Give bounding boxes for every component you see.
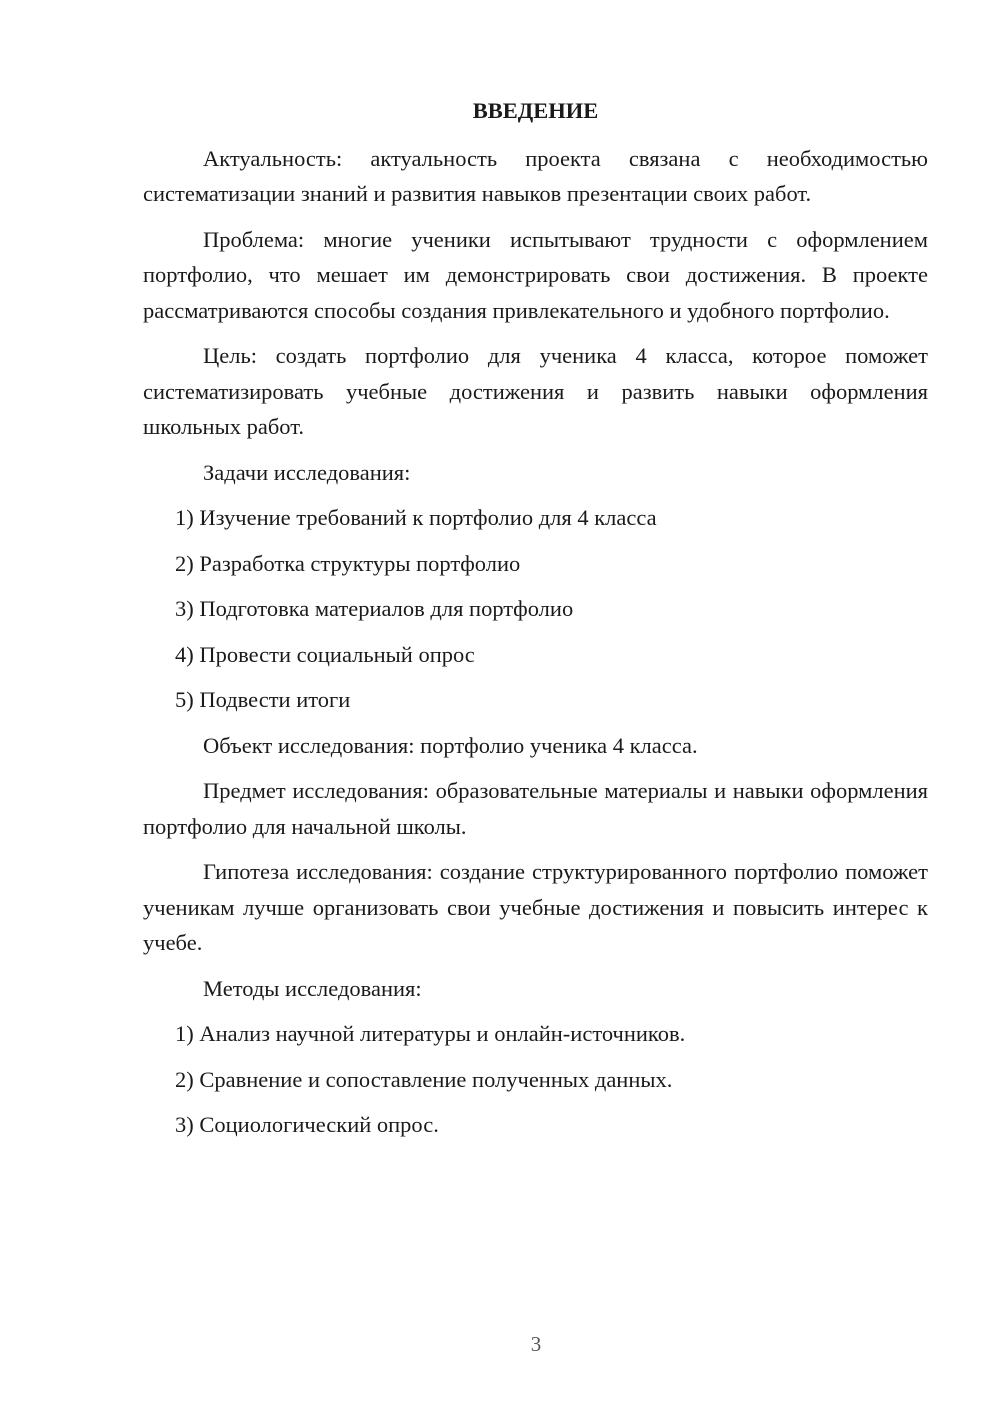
problem-paragraph: Проблема: многие ученики испытывают трудности с оформлением портфолио, что мешает им демонстрировать свои достижения. В проекте рассматриваются способы создания привлекательного и удобного портфолио.	[143, 226, 928, 323]
hypothesis-paragraph: Гипотеза исследования: создание структурированного портфолио поможет ученикам лучше организовать свои учебные достижения и повысить интерес к учебе.	[143, 859, 928, 955]
task-item: 5) Подвести итоги	[175, 687, 351, 712]
task-item: 3) Подготовка материалов для портфолио	[175, 596, 574, 621]
method-item: 1) Анализ научной литературы и онлайн-источников.	[175, 1021, 686, 1046]
document-body	[143, 93, 928, 1153]
task-item: 4) Провести социальный опрос	[175, 641, 475, 667]
task-item: 1) Изучение требований к портфолио для 4 класса	[175, 505, 657, 530]
method-item: 2) Сравнение и сопоставление полученных данных.	[175, 1066, 673, 1092]
tasks-title: Задачи исследования:	[203, 459, 411, 485]
object-paragraph: Объект исследования: портфолио ученика 4 класса.	[203, 732, 698, 758]
subject-paragraph: Предмет исследования: образовательные материалы и навыки оформления портфолио для начальной школы.	[143, 778, 928, 839]
goal-paragraph: Цель: создать портфолио для ученика 4 класса, которое поможет систематизировать учебные достижения и развить навыки оформления школьных работ.	[143, 343, 928, 439]
task-item: 2) Разработка структуры портфолио	[175, 550, 521, 576]
methods-title: Методы исследования:	[203, 975, 422, 1001]
relevance-paragraph: Актуальность: актуальность проекта связана с необходимостью систематизации знаний и развития навыков презентации своих работ.	[143, 145, 928, 206]
page-number: 3	[530, 1332, 542, 1356]
method-item: 3) Социологический опрос.	[175, 1112, 439, 1137]
section-heading: ВВЕДЕНИЕ	[472, 98, 599, 123]
